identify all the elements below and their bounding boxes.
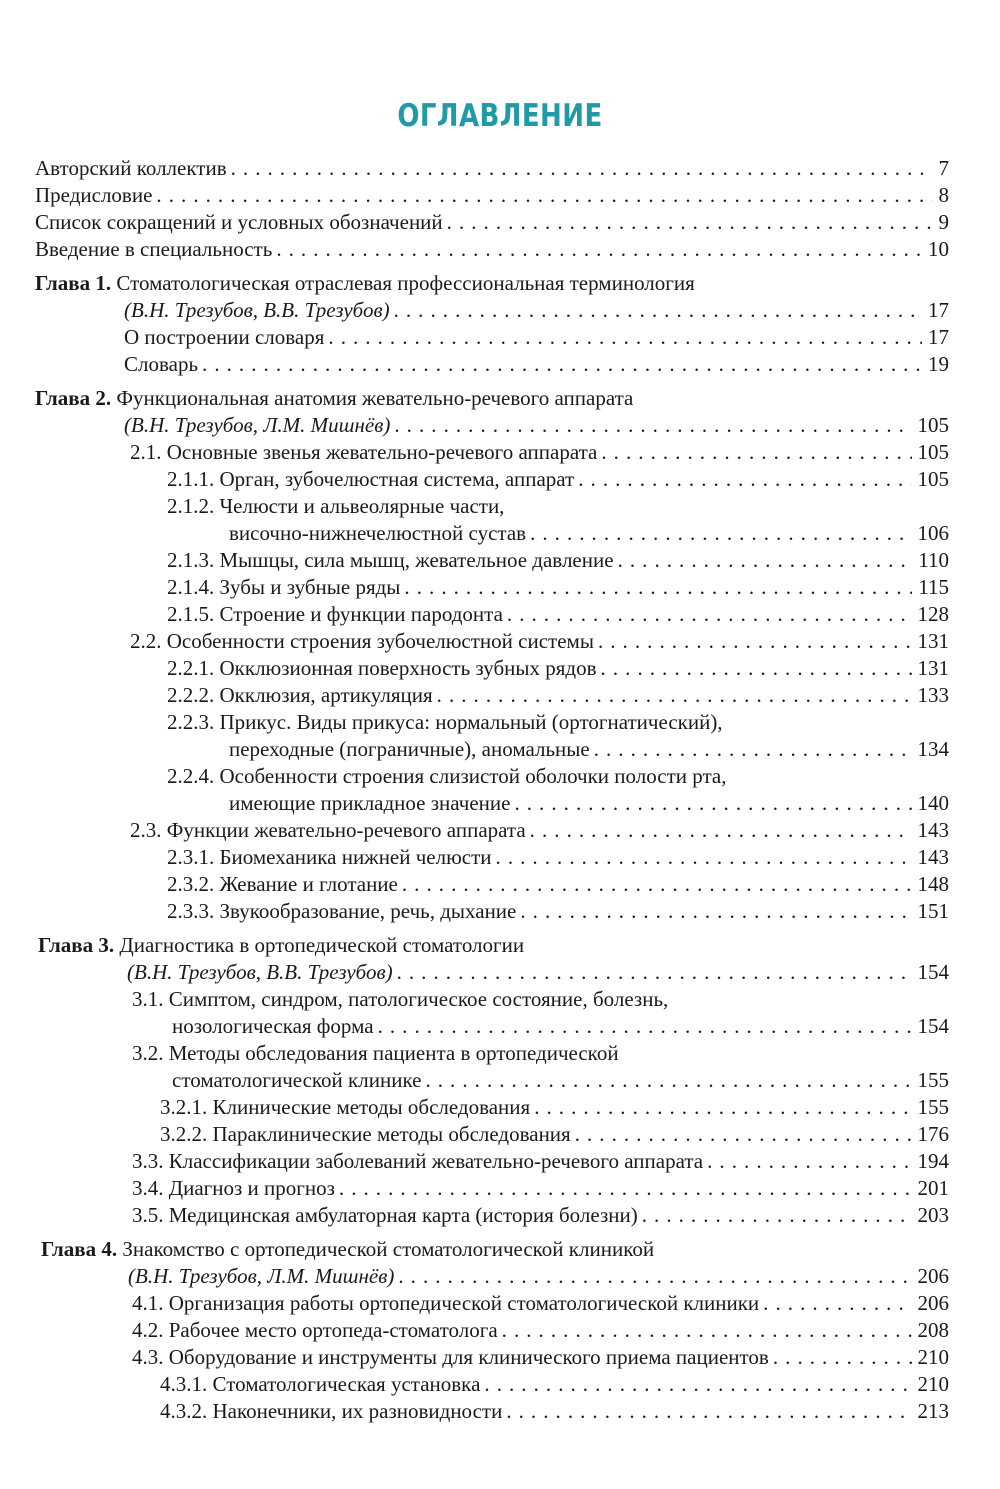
page-number: 7: [938, 156, 949, 180]
page-number: 143: [917, 818, 949, 842]
page-number: 201: [917, 1176, 949, 1200]
toc-section: 3.4. Диагноз и прогноз . . . 201: [132, 1175, 949, 1202]
toc-section-cont: нозологическая форма . . . 154: [172, 1013, 949, 1040]
page-number: 115: [918, 575, 949, 599]
chapter-authors: (В.Н. Трезубов, Л.М. Мишнёв) . . . 206: [128, 1263, 949, 1290]
page-number: 10: [928, 237, 949, 261]
page-number: 134: [917, 737, 949, 761]
toc-subsection: 2.1.5. Строение и функции пародонта . . . 128: [167, 601, 949, 628]
toc-subsection: 2.3.3. Звукообразование, речь, дыхание . . . 151: [167, 898, 949, 925]
chapter-authors: (В.Н. Трезубов, В.В. Трезубов) . . . 17: [124, 297, 949, 324]
toc-subsection: 2.2.3. Прикус. Виды прикуса: нормальный (ортогнатический),: [167, 710, 723, 734]
toc-subsection-cont: имеющие прикладное значение . . . 140: [229, 790, 949, 817]
toc-section: 4.2. Рабочее место ортопеда-стоматолога . . . 208: [132, 1317, 949, 1344]
page-number: 140: [917, 791, 949, 815]
toc-section: 2.1. Основные звенья жевательно-речевого аппарата . . . 105: [130, 439, 949, 466]
chapter-label: Глава 2.: [35, 386, 112, 410]
page-number: 213: [917, 1399, 949, 1423]
toc-entry: Авторский коллектив . . . 7: [35, 155, 949, 182]
toc-entry: Введение в специальность . . . 10: [35, 236, 949, 263]
chapter-authors: (В.Н. Трезубов, Л.М. Мишнёв) . . . 105: [124, 412, 949, 439]
page-number: 8: [938, 183, 949, 207]
page-number: 154: [917, 960, 949, 984]
page-number: 210: [917, 1345, 949, 1369]
page-number: 154: [917, 1014, 949, 1038]
chapter-label: Глава 1.: [35, 271, 112, 295]
toc-subsection: 3.2.1. Клинические методы обследования . . . 155: [160, 1094, 949, 1121]
toc-subsection: 2.3.1. Биомеханика нижней челюсти . . . 143: [167, 844, 949, 871]
toc-subsection: 2.3.2. Жевание и глотание . . . 148: [167, 871, 949, 898]
chapter-heading: [38, 932, 949, 959]
page-number: 210: [917, 1372, 949, 1396]
toc-subsection: 2.2.2. Окклюзия, артикуляция . . . 133: [167, 682, 949, 709]
page-number: 208: [917, 1318, 949, 1342]
toc-section: 3.5. Медицинская амбулаторная карта (история болезни) . . . 203: [132, 1202, 949, 1229]
toc-section: 2.3. Функции жевательно-речевого аппарата . . . 143: [130, 817, 949, 844]
page-number: 17: [928, 298, 949, 322]
page-title: ОГЛАВЛЕНИЕ: [397, 98, 603, 134]
page-number: 128: [917, 602, 949, 626]
page-number: 206: [917, 1264, 949, 1288]
page-number: 206: [917, 1291, 949, 1315]
chapter-heading: [35, 270, 949, 297]
chapter-title: Стоматологическая отраслевая профессиональная терминология: [116, 271, 695, 295]
chapter-label: Глава 3.: [38, 933, 115, 957]
toc-subsection: 2.1.3. Мышцы, сила мышц, жевательное давление . . . 110: [167, 547, 949, 574]
toc-subsection-cont: височно-нижнечелюстной сустав . . . 106: [229, 520, 949, 547]
chapter-label: Глава 4.: [41, 1237, 118, 1261]
page-number: 105: [917, 413, 949, 437]
page-number: 151: [917, 899, 949, 923]
toc-subsection: 2.1.1. Орган, зубочелюстная система, аппарат . . . 105: [167, 466, 949, 493]
page-number: 133: [917, 683, 949, 707]
chapter-title: Диагностика в ортопедической стоматологии: [119, 933, 525, 957]
toc-subsection: 2.2.1. Окклюзионная поверхность зубных рядов . . . 131: [167, 655, 949, 682]
toc-section: 3.1. Симптом, синдром, патологическое состояние, болезнь,: [132, 987, 669, 1011]
page-number: 194: [917, 1149, 949, 1173]
page-number: 19: [928, 352, 949, 376]
chapter-heading: [41, 1236, 949, 1263]
toc-subsection: 2.1.4. Зубы и зубные ряды . . . 115: [167, 574, 949, 601]
toc-entry: Список сокращений и условных обозначений . . . 9: [35, 209, 949, 236]
page-number: 148: [917, 872, 949, 896]
page-number: 105: [917, 467, 949, 491]
page-number: 143: [917, 845, 949, 869]
chapter-heading: [35, 385, 949, 412]
toc-subsection: 4.3.2. Наконечники, их разновидности . . . 213: [160, 1398, 949, 1425]
toc-section: 2.2. Особенности строения зубочелюстной системы . . . 131: [130, 628, 949, 655]
toc-section: 4.3. Оборудование и инструменты для клинического приема пациентов . . . 210: [132, 1344, 949, 1371]
page-number: 17: [928, 325, 949, 349]
toc-entry: Словарь . . . 19: [124, 351, 949, 378]
toc-section: 4.1. Организация работы ортопедической стоматологической клиники . . . 206: [132, 1290, 949, 1317]
page-number: 203: [917, 1203, 949, 1227]
table-of-contents: [0, 155, 1000, 1425]
toc-subsection: 2.1.2. Челюсти и альвеолярные части,: [167, 494, 505, 518]
page-number: 110: [918, 548, 949, 572]
toc-subsection-cont: переходные (пограничные), аномальные . . . 134: [229, 736, 949, 763]
toc-section-cont: стоматологической клинике . . . 155: [172, 1067, 949, 1094]
chapter-authors: (В.Н. Трезубов, В.В. Трезубов) . . . 154: [127, 959, 949, 986]
toc-entry: Предисловие . . . 8: [35, 182, 949, 209]
toc-subsection: 2.2.4. Особенности строения слизистой оболочки полости рта,: [167, 764, 727, 788]
page-number: 105: [917, 440, 949, 464]
page-number: 155: [917, 1095, 949, 1119]
chapter-title: Знакомство с ортопедической стоматологической клиникой: [122, 1237, 655, 1261]
toc-section: 3.2. Методы обследования пациента в ортопедической: [132, 1041, 619, 1065]
page-number: 131: [917, 629, 949, 653]
page-number: 176: [917, 1122, 949, 1146]
page-number: 106: [917, 521, 949, 545]
toc-subsection: 3.2.2. Параклинические методы обследования . . . 176: [160, 1121, 949, 1148]
page-number: 131: [917, 656, 949, 680]
toc-subsection: 4.3.1. Стоматологическая установка . . . 210: [160, 1371, 949, 1398]
page-number: 9: [938, 210, 949, 234]
toc-section: 3.3. Классификации заболеваний жевательно-речевого аппарата . . . 194: [132, 1148, 949, 1175]
chapter-title: Функциональная анатомия жевательно-речевого аппарата: [116, 386, 634, 410]
toc-entry: О построении словаря . . . 17: [124, 324, 949, 351]
page-number: 155: [917, 1068, 949, 1092]
